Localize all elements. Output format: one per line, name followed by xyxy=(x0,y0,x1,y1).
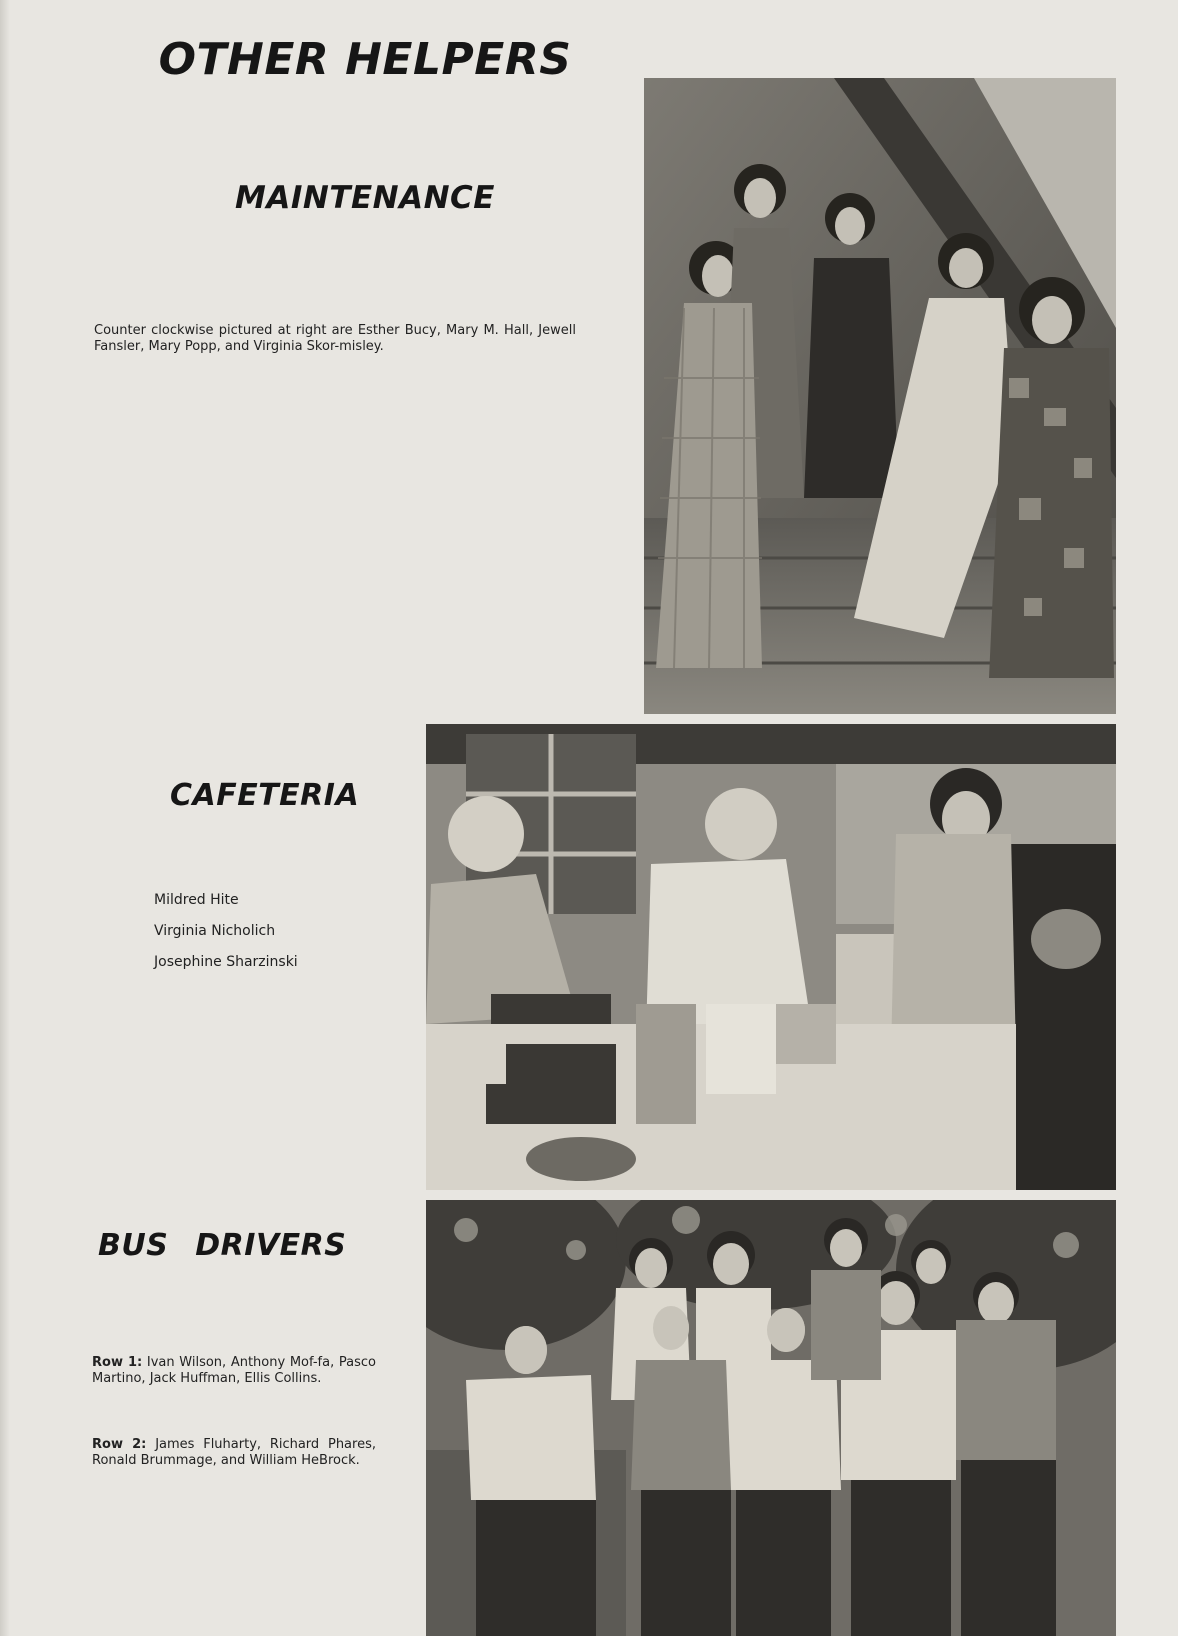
page-title: OTHER HELPERS xyxy=(158,34,572,85)
list-item: Mildred Hite xyxy=(154,892,239,908)
row2-label: Row 2: xyxy=(92,1437,147,1452)
cafeteria-staff-photo xyxy=(426,724,1116,1190)
maintenance-staff-photo xyxy=(644,78,1116,714)
row1-names: Ivan Wilson, Anthony Mof-fa, Pasco Martino, Jack Huffman, Ellis Collins. xyxy=(92,1355,376,1386)
maintenance-caption: Counter clockwise pictured at right are Esther Bucy, Mary M. Hall, Jewell Fansler, Mary Popp, and Virginia Skor-misley. xyxy=(94,323,576,354)
bus-drivers-row2-caption xyxy=(92,1437,376,1469)
cafeteria-staff-list xyxy=(154,892,298,985)
bus-drivers-row1-caption xyxy=(92,1355,376,1387)
list-item: Virginia Nicholich xyxy=(154,923,276,939)
row2-names: James Fluharty, Richard Phares, Ronald Brummage, and William HeBrock. xyxy=(92,1437,376,1468)
maintenance-heading: MAINTENANCE xyxy=(235,180,495,216)
bus-drivers-photo xyxy=(426,1200,1116,1636)
cafeteria-heading: CAFETERIA xyxy=(170,778,360,813)
page-binding-edge xyxy=(0,0,10,1636)
list-item: Josephine Sharzinski xyxy=(154,954,298,970)
row1-label: Row 1: xyxy=(92,1355,143,1370)
bus-drivers-heading: BUS DRIVERS xyxy=(98,1228,347,1263)
